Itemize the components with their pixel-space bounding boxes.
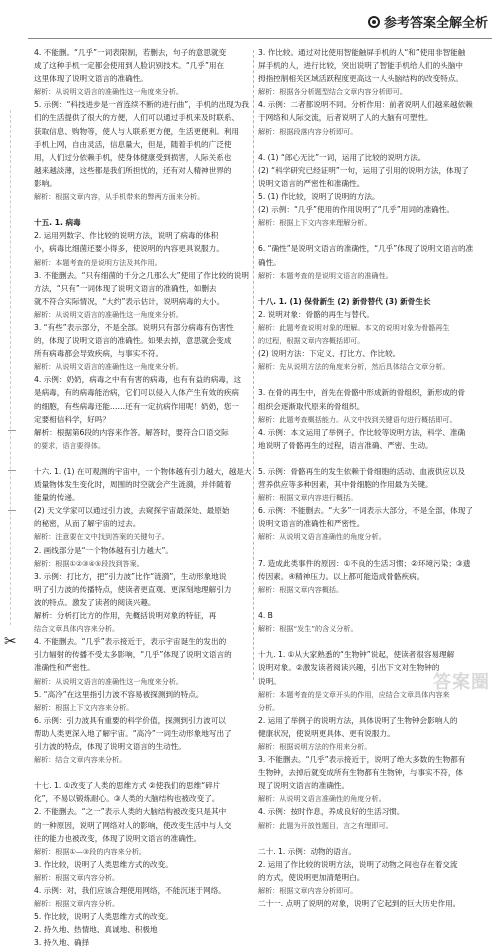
answer-line: 说明对象。②激发读者阅读兴趣，引出下文对生物钟的 (258, 663, 440, 673)
answer-line: 明了引力波的传播特点，使读者更直观、更深刻地理解引力 (34, 584, 232, 594)
answer-line: 3. 作比较。通过对比使用智能触屏手机的人“和”使用非智能触 (258, 48, 466, 57)
answer-column-left (34, 46, 252, 948)
answer-line: 4. 示例：二者都说明不同。分析作用：前者说明人们越来越依赖 (258, 100, 473, 110)
answer-line: 准确性和严密性。 (34, 663, 95, 673)
answer-line: 定要相信科学，好吗？ (34, 414, 110, 424)
answer-line: 解析：根据“发生”的含义分析。 (258, 624, 358, 634)
answer-line: 这里体现了说明文语言的准确性。 (34, 74, 148, 84)
answer-line: 的方式，使说明更加清楚明白。 (258, 872, 365, 882)
answer-line: 解析：从说明文语言准确性的角度分析。 (258, 532, 386, 542)
answer-line (258, 635, 488, 648)
header-title (368, 12, 488, 31)
answer-line: 2. 持久地、热情地、真诚地、积极地 (34, 925, 158, 935)
answer-line: 是病毒，有的病毒能治病，它们可以侵入人体产生有效的疾病 (34, 388, 240, 398)
side-tick (8, 430, 16, 431)
answer-column-right (258, 46, 488, 909)
answer-line: 健康状况，使说明更具体、更有说服力。 (258, 728, 395, 738)
answer-line: 3. 不能删去。“几乎”表示接近于，说明了绝大多数的生物都有 (258, 755, 466, 765)
answer-line: 解析：结合文章内容来分析。 (34, 755, 127, 765)
column-divider (253, 50, 254, 680)
answer-line: 就不符合实际情况，“大约”表示估计，说明病毒的大小。 (34, 296, 225, 306)
answer-line: 3. 作比较，说明了人类思维方式的改变。 (34, 859, 173, 869)
answer-line: 2. 不能删去。“之一”表示人类的大脑结构被改变只是其中 (34, 807, 227, 817)
answer-line: 的，体现了说明文语言的准确性。如果去掉，意思就会变成 (34, 336, 232, 346)
answer-line: 帮助人类更深入地了解宇宙。“高冷”一词生动形象地写出了 (34, 728, 232, 738)
watermark-logo: 答案圈 (433, 672, 490, 692)
answer-line: 获取信息、购物等，使人与人联系更方便，生活更便利。利用 (34, 126, 240, 136)
answer-line: 解析：根据说明方法的作用来分析。 (258, 741, 372, 751)
answer-line: 5. 作比较，说明了人类思维方式的改变。 (34, 912, 173, 922)
answer-line: 3. 不能删去。“只有细菌的千分之几那么大”使用了作比较的说明 (34, 270, 249, 280)
answer-line: 地说明了骨骼再生的过程，语言准确、严密、生动。 (258, 440, 433, 450)
answer-line: 组织会逐渐取代原来的骨组织。 (258, 401, 365, 411)
answer-line (258, 544, 488, 557)
answer-line: 解析：根据文章内容分析即可。 (258, 886, 358, 895)
answer-line: 用，人们过分依赖手机，使身体健康受到损害，人际关系也 (34, 152, 232, 162)
answer-line: 的一种原因，说明了网络对人的影响，使改变生活中与人交 (34, 820, 232, 830)
answer-line: 解析：从说明文语言的准确性这一角度来分析。 (34, 309, 183, 319)
answer-line (258, 138, 488, 151)
answer-line: 2. 画线部分是“一个物体越有引力越大”。 (34, 545, 174, 555)
answer-line (34, 203, 248, 216)
target-circle-icon (368, 16, 380, 28)
answer-line: 解析：从说明文语言的准确性这一角度来分析。 (34, 87, 183, 97)
answer-line: 解析：根据第6段的内容来作答。解答时，要符合口语交际 (34, 427, 229, 437)
side-tick (8, 510, 16, 511)
answer-line: 3. 示例：打比方，把“引力波”比作“涟漪”，生动形象地说 (34, 571, 227, 581)
answer-line: 的秘密，从而了解宇宙的过去。 (34, 519, 141, 529)
answer-line: 2. 运用了举例子的说明方法，具体说明了生物钟会影响人的 (258, 715, 458, 725)
answer-line (258, 229, 488, 242)
answer-line: 波的特点。激发了读者的阅读兴趣。 (34, 597, 156, 607)
answer-line (34, 452, 248, 465)
answer-line (34, 766, 248, 779)
answer-line: 解析：此题考查说明对象的理解。本文的说明对象为骨骼再生 (258, 322, 450, 332)
header-title-text: 参考答案全解全析 (383, 15, 488, 30)
answer-line: 成了这种手机一定都会使用到人脸识别技术。“几乎”用在 (34, 61, 225, 71)
answer-line: 解析：根据段落内容分析即可。 (258, 126, 358, 136)
answer-line: 十六. 1. (1) 在可观测的宇宙中，一个物体越有引力越大，越是大 (34, 467, 252, 476)
answer-line: 十八. 1. (1) 保骨新生 (2) 新骨替代 (3) 新骨生长 (258, 296, 431, 306)
answer-line: 解析：根据文章内容分析。 (34, 872, 120, 882)
answer-line: (2) “科学研究已经证明”一句，运用了引用的说明方法，体现了 (258, 165, 469, 175)
answer-line: 4. 不能删去。“几乎”表示接近于，表示宇宙诞生的发出的 (34, 637, 227, 647)
answer-line: 解析：本题考查的是说明方法及其作用。 (34, 257, 162, 267)
answer-line: 结合文章具体内容来分析。 (34, 624, 120, 634)
answer-line: 的细胞，有些病毒还能……还有一定抗病作用呢！奶奶，您一 (34, 401, 240, 411)
answer-line: 解析：根据①②③④⑤段找到答案。 (34, 558, 144, 568)
answer-line: 化”，不易以锻炼耐心。③人类的大脑结构也被改变了。 (34, 794, 220, 804)
answer-line: 4. 示例：本文运用了举例子、作比较等说明方法，科学、准确 (258, 427, 466, 437)
answer-line: 说明。 (258, 676, 281, 686)
answer-line: 方法，“只有”一词体现了说明文语言的准确性，如删去 (34, 283, 217, 293)
answer-line: 二十. 1. 示例：动物的语言。 (258, 846, 357, 856)
answer-line: 4. (1) “郎心无比”一词，运用了比较的说明方法。 (258, 152, 426, 162)
answer-line: 解析：本题考查的是说明文语言的准确性。 (258, 270, 393, 280)
answer-line: 解析：从说明文语言的准确性这一角度来分析。 (34, 362, 183, 372)
answer-line: 4. 示例：奶奶，病毒之中有有害的病毒，也有有益的病毒，这 (34, 375, 242, 385)
answer-line (258, 282, 488, 295)
answer-line: 6. 示例：引力波具有重要的科学价值，探测到引力波可以 (34, 715, 226, 725)
answer-line: 生物钟，去掉后就变成所有生物都有生物钟，与事实不符，体 (258, 768, 464, 778)
answer-line: 5. (1) 作比较，说明了说明的方法。 (258, 192, 380, 202)
scissors-icon: ✂ (4, 632, 17, 650)
answer-line: 越来越淡薄，这些都是我们所担忧的，还有对人精神世界的 (34, 165, 232, 175)
answer-line: 往的能力也被改变，体现了说明文语言的准确性。 (34, 833, 202, 843)
answer-line: 营养供应等多种因素，其中骨细胞的作用最为关键。 (258, 480, 433, 490)
answer-line: 5. 示例：骨骼再生的发生依赖于骨细胞的活动、血液供应以及 (258, 467, 466, 476)
answer-line: 们的生活提供了很大的方便，人们可以通过手机来及时联系、 (34, 113, 240, 123)
answer-line: 的过程，根据文章内容概括即可。 (258, 336, 365, 346)
answer-line: 十五. 1. 病毒 (34, 218, 81, 228)
answer-line: 于网络和人际交流，后者说明了人的大脑有可塑性。 (258, 113, 433, 123)
answer-line: 引力辐射的传播不受太多影响，“几乎”体现了说明文语言的 (34, 650, 232, 660)
answer-line: 的要求，语言要得体。 (34, 440, 105, 450)
answer-line: 分析。 (258, 702, 280, 712)
answer-line: 十九. 1. ①从大家熟悉的“生物钟”说起，使读者很容易理解 (258, 650, 455, 660)
answer-line: 手机上网，自由灵活，信息量大，但是，随着手机的广泛使 (34, 139, 232, 149)
answer-line: 解析：根据①—③段的内容来分析。 (34, 846, 147, 856)
answer-line: 解析：根据文章内容进行概括。 (258, 493, 358, 503)
cut-line (10, 110, 11, 625)
answer-line: 解析：根据上下文内容来理解分析。 (258, 218, 372, 228)
answer-line: 解析：根据文章内容分析。 (34, 899, 120, 909)
answer-line: 说明文语言的严密性和准确性。 (258, 178, 365, 188)
answer-line: 质量物体发生变化时，周围的时空就会产生涟漪，并伴随着 (34, 480, 232, 490)
header-rule (28, 38, 492, 39)
answer-line: 4. 不能删。“几乎”一词表限制，若删去，句子的意思就变 (34, 48, 227, 57)
answer-line: 解析：从说明文语言的准确性这一角度来分析。 (34, 676, 183, 686)
answer-line: 传因素。④精神压力。以上都可能造成骨骼疾病。 (258, 571, 425, 581)
answer-line: 十七. 1. ①改变了人类的思维方式 ②使我们的思维“碎片 (34, 781, 221, 791)
answer-line: 解析：此题考查概括能力。从文中找到关键语句进行概括即可。 (258, 414, 457, 424)
answer-line: 解析：根据文章内容概括。 (258, 584, 344, 594)
answer-line: 引力波的特点，体现了说明文语言的生动性。 (34, 741, 186, 751)
answer-line: 拇指控制相关区域活跃程度更高这一人头脑结构的改变特点。 (258, 74, 464, 84)
answer-line: 解析：根据上下文内容来分析。 (34, 702, 134, 712)
answer-line: 影响。 (34, 178, 57, 188)
answer-line: 小，病毒比细菌还要小得多，使说明的内容更具说服力。 (34, 244, 224, 254)
answer-line: 3. “有些”表示部分，不是全部。说明只有部分病毒有伤害性 (34, 322, 234, 332)
answer-line: (2) 示例：“几乎”使用的作用说明了“几乎”用词的准确性。 (258, 205, 454, 215)
answer-line (258, 596, 488, 609)
answer-line: 现了说明文语言的准确性。 (258, 781, 350, 791)
answer-line: 所有病毒都会导致疾病，与事实不符。 (34, 349, 164, 359)
answer-line: 屏手机的人，进行比较，突出说明了智能手机给人们的头脑中 (258, 61, 464, 71)
answer-line: 6. 示例：不能删去。“大多”一词表示大部分，不是全部，体现了 (258, 506, 473, 516)
answer-line: 4. 示例：按时作息，养成良好的生活习惯。 (258, 807, 405, 817)
answer-line: 2. 说明对象：骨骼的再生与替代。 (258, 309, 374, 319)
answer-line: 2. 运用了作比较的说明方法，说明了动物之间也存在着交流 (258, 859, 458, 869)
answer-line (258, 452, 488, 465)
answer-line: 6. “确性”是说明文语言的准确性，“几乎”体现了说明文语言的准 (258, 244, 474, 254)
answer-line: 解析：先从说明方法的角度来分析，然后具体结合文章分析。 (258, 362, 450, 372)
answer-line: (2) 天文学家可以通过引力波，去窥探宇宙最深处、最原始 (34, 506, 230, 516)
answer-line: 3. 在骨的再生中，首先在骨骼中形成新的骨组织，新形成的骨 (258, 388, 466, 398)
answer-line: 确性。 (258, 257, 281, 267)
answer-line: 解析：根据各分析题型结合文章内容分析即可。 (258, 87, 407, 97)
answer-line: 解析：此题为开放性题目，言之有理即可。 (258, 820, 393, 830)
side-tick (8, 470, 16, 471)
answer-line (258, 373, 488, 386)
answer-line: 2. 运用列数字、作比较的说明方法，说明了病毒的体积 (34, 231, 219, 241)
answer-line (258, 832, 488, 845)
answer-line: 3. 持久地、确择 (34, 938, 90, 948)
answer-line: (2) 说明方法：下定义、打比方、作比较。 (258, 349, 401, 359)
answer-line: 5. “高冷”在这里指引力波不容易被探测到的特点。 (34, 689, 204, 699)
answer-line: 解析：分析打比方的作用，先概括说明对象的特征，再 (34, 611, 217, 621)
answer-line: 5. 示例：“科技进步是一首连续不断的进行曲”，手机的出现为我 (34, 100, 249, 110)
answer-line: 解析：本题考查的是文章开头的作用，应结合文章具体内容来 (258, 689, 450, 699)
answer-line: 解析：根据文章内容，从手机带来的弊两方面来分析。 (34, 192, 205, 202)
answer-line: 二十一. 点明了说明的对象，说明了它起到的巨大历史作用。 (258, 899, 461, 909)
answer-line: 解析：从说明文语言准确性的角度分析。 (258, 794, 386, 804)
answer-line: 说明文语言的准确性和严密性。 (258, 519, 365, 529)
answer-line: 能量的传递。 (34, 493, 80, 503)
answer-line: 4. 示例：对，我们应该合理使用网络，不能沉迷于网络。 (34, 886, 226, 895)
answer-line: 解析：注意要在文中找到答案的关键句子。 (34, 532, 169, 542)
answer-line: 7. 造成此类事件的原因：①不良的生活习惯；②环境污染；③遗 (258, 558, 471, 568)
answer-line: 4. B (258, 611, 273, 621)
